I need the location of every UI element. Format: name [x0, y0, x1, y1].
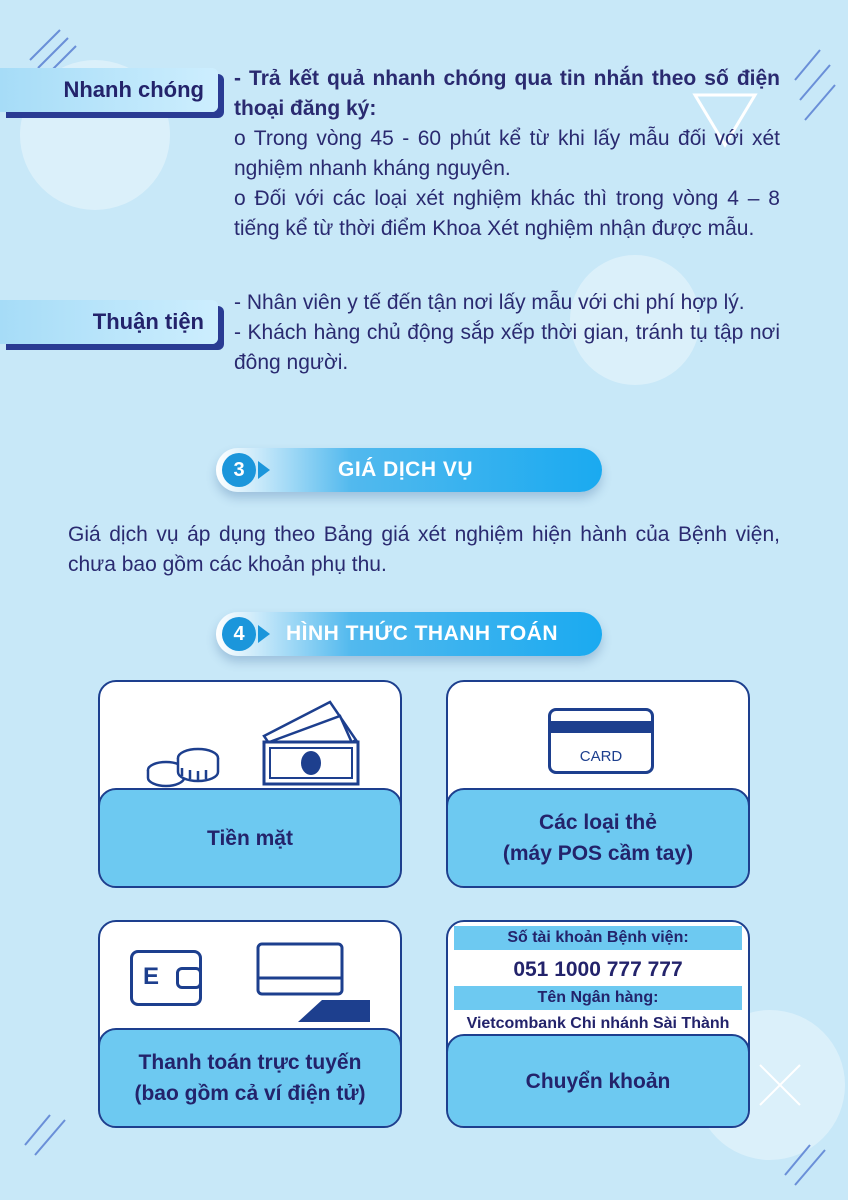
bg-lines [780, 1130, 830, 1190]
payment-label-line: Các loại thẻ [539, 811, 657, 834]
payment-card-label [446, 788, 750, 888]
price-description: Giá dịch vụ áp dụng theo Bảng giá xét nghiệm hiện hành của Bệnh viện, chưa bao gồm các khoản phụ thu. [68, 523, 780, 576]
account-label: Số tài khoản Bệnh viện: [454, 926, 742, 950]
coins-icon [146, 742, 226, 792]
computer-screen-icon [254, 940, 374, 1026]
feature-tag-label: Thuận tiện [92, 309, 204, 334]
account-number: 051 1000 777 777 [513, 958, 683, 981]
bg-lines [20, 1100, 70, 1160]
payment-label-cash: Tiền mặt [207, 826, 293, 850]
section-number: 3 [222, 453, 256, 487]
feature-desc-fast [234, 64, 780, 244]
card-icon-text: CARD [579, 748, 623, 765]
feature-desc-convenient [234, 288, 780, 378]
section-title: HÌNH THỨC THANH TOÁN [286, 622, 559, 645]
payment-card-label [98, 788, 402, 888]
payment-label-transfer: Chuyển khoản [525, 1069, 671, 1093]
feature-tag-label: Nhanh chóng [63, 77, 204, 102]
feature-line: o Đối với các loại xét nghiệm khác thì trong vòng 4 – 8 tiếng kể từ thời điểm Khoa Xét nghiệm nhận được mẫu. [234, 187, 780, 240]
payment-label-line: Thanh toán trực tuyến [138, 1051, 362, 1074]
feature-tag-convenient [0, 300, 218, 344]
payment-label-line: (máy POS cầm tay) [502, 842, 694, 865]
payment-card-label [446, 1034, 750, 1128]
payment-card-cash [98, 680, 402, 888]
section-title: GIÁ DỊCH VỤ [338, 458, 474, 481]
payment-card-label [98, 1028, 402, 1128]
feature-line: o Trong vòng 45 - 60 phút kể từ khi lấy mẫu đối với xét nghiệm nhanh kháng nguyên. [234, 127, 780, 180]
feature-line: - Khách hàng chủ động sắp xếp thời gian, tránh tụ tập nơi đông người. [234, 321, 780, 374]
bank-label: Tên Ngân hàng: [454, 986, 742, 1010]
feature-line: - Trả kết quả nhanh chóng qua tin nhắn theo số điện thoại đăng ký: [234, 67, 780, 120]
payment-card-transfer [446, 920, 750, 1128]
payment-label-line: (bao gồm cả ví điện tử) [134, 1082, 366, 1105]
wallet-letter: E [143, 963, 160, 990]
section-header-price [216, 448, 602, 492]
section-header-payment [216, 612, 602, 656]
feature-tag-fast [0, 68, 218, 112]
bg-lines [790, 40, 840, 130]
bg-cross [755, 1060, 805, 1110]
section-number: 4 [222, 617, 256, 651]
banknotes-icon [250, 696, 370, 788]
payment-card-pos [446, 680, 750, 888]
bank-card-icon [548, 708, 654, 774]
e-wallet-icon [130, 950, 202, 1006]
feature-line: - Nhân viên y tế đến tận nơi lấy mẫu với chi phí hợp lý. [234, 291, 745, 314]
payment-card-online [98, 920, 402, 1128]
bank-name: Vietcombank Chi nhánh Sài Thành [466, 1015, 730, 1032]
